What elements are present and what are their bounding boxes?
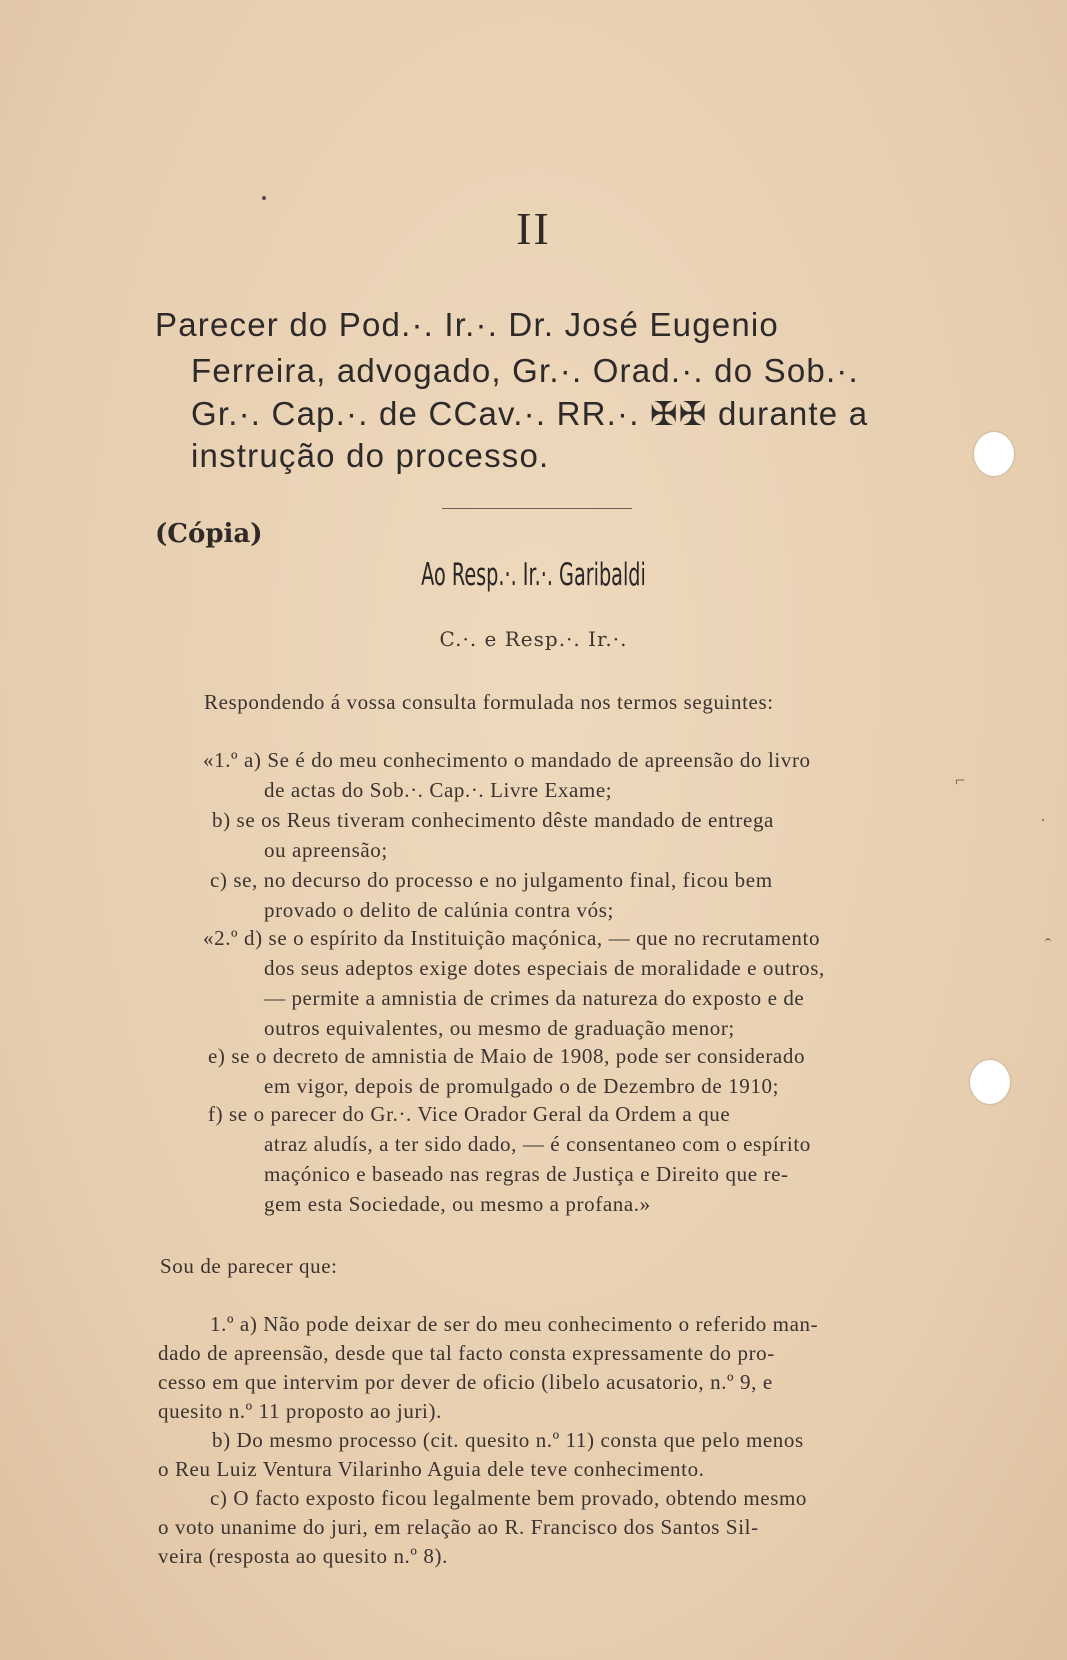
- question-d-line-2: dos seus adeptos exige dotes especiais de moralidade e outros,: [264, 956, 825, 980]
- question-f-line-1: f) se o parecer do Gr.·. Vice Orador Geral da Ordem a que: [208, 1102, 731, 1126]
- heading-line-1: Parecer do Pod.·. Ir.·. Dr. José Eugenio: [155, 306, 779, 343]
- question-f-line-4: gem esta Sociedade, ou mesmo a profana.»: [264, 1192, 651, 1216]
- answer-b-line-1: b) Do mesmo processo (cit. quesito n.º 11) consta que pelo menos: [212, 1428, 804, 1452]
- separator-rule: [442, 508, 632, 509]
- answer-c-line-3: veira (resposta ao quesito n.º 8).: [158, 1544, 448, 1568]
- opinion-intro: Sou de parecer que:: [160, 1254, 338, 1278]
- question-d-line-1: «2.º d) se o espírito da Instituição maçónica, — que no recrutamento: [203, 926, 821, 950]
- question-b-line-1: b) se os Reus tiveram conhecimento dêste mandado de entrega: [212, 808, 774, 832]
- question-e-line-1: e) se o decreto de amnistia de Maio de 1908, pode ser considerado: [208, 1044, 806, 1068]
- binder-hole-bottom: [970, 1060, 1010, 1104]
- question-b-line-2: ou apreensão;: [264, 838, 388, 862]
- margin-mark: ˙: [1040, 815, 1046, 835]
- answer-a-line-4: quesito n.º 11 proposto ao juri).: [158, 1399, 442, 1423]
- question-a-line-2: de actas do Sob.·. Cap.·. Livre Exame;: [264, 778, 613, 802]
- question-e-line-2: em vigor, depois de promulgado o de Dezembro de 1910;: [264, 1074, 780, 1098]
- answer-a-line-1: 1.º a) Não pode deixar de ser do meu conhecimento o referido man-: [210, 1312, 819, 1336]
- margin-mark: ˆ: [1045, 935, 1051, 955]
- question-f-line-3: maçónico e baseado nas regras de Justiça e Direito que re-: [264, 1162, 789, 1186]
- question-d-line-4: outros equivalentes, ou mesmo de graduação menor;: [264, 1016, 735, 1040]
- question-a-line-1: «1.º a) Se é do meu conhecimento o mandado de apreensão do livro: [203, 748, 811, 772]
- heading-line-4: instrução do processo.: [191, 437, 550, 474]
- question-c-line-1: c) se, no decurso do processo e no julgamento final, ficou bem: [210, 868, 773, 892]
- answer-b-line-2: o Reu Luiz Ventura Vilarinho Aguia dele teve conhecimento.: [158, 1457, 705, 1481]
- question-c-line-2: provado o delito de calúnia contra vós;: [264, 898, 614, 922]
- answer-a-line-2: dado de apreensão, desde que tal facto consta expressamente do pro-: [158, 1341, 775, 1365]
- copy-label: (Cópia): [155, 519, 263, 549]
- heading-line-3: Gr.·. Cap.·. de CCav.·. RR.·. ✠✠ durante a: [191, 395, 869, 432]
- question-d-line-3: — permite a amnistia de crimes da natureza do exposto e de: [264, 986, 805, 1010]
- question-f-line-2: atraz aludís, a ter sido dado, — é consentaneo com o espírito: [264, 1132, 811, 1156]
- salutation: C.·. e Resp.·. Ir.·.: [439, 627, 628, 651]
- margin-mark: ⌐: [955, 770, 966, 790]
- answer-c-line-2: o voto unanime do juri, em relação ao R. Francisco dos Santos Sil-: [158, 1515, 759, 1539]
- heading-line-2: Ferreira, advogado, Gr.·. Orad.·. do Sob.·.: [191, 352, 859, 389]
- intro-text: Respondendo á vossa consulta formulada nos termos seguintes:: [204, 690, 774, 714]
- chapter-numeral: II: [516, 203, 551, 254]
- binder-hole-top: [974, 432, 1014, 476]
- addressee: Ao Resp.·. Ir.·. Garibaldi: [421, 557, 646, 593]
- answer-c-line-1: c) O facto exposto ficou legalmente bem provado, obtendo mesmo: [210, 1486, 808, 1510]
- ink-speck: [262, 196, 266, 200]
- answer-a-line-3: cesso em que intervim por dever de oficio (libelo acusatorio, n.º 9, e: [158, 1370, 773, 1394]
